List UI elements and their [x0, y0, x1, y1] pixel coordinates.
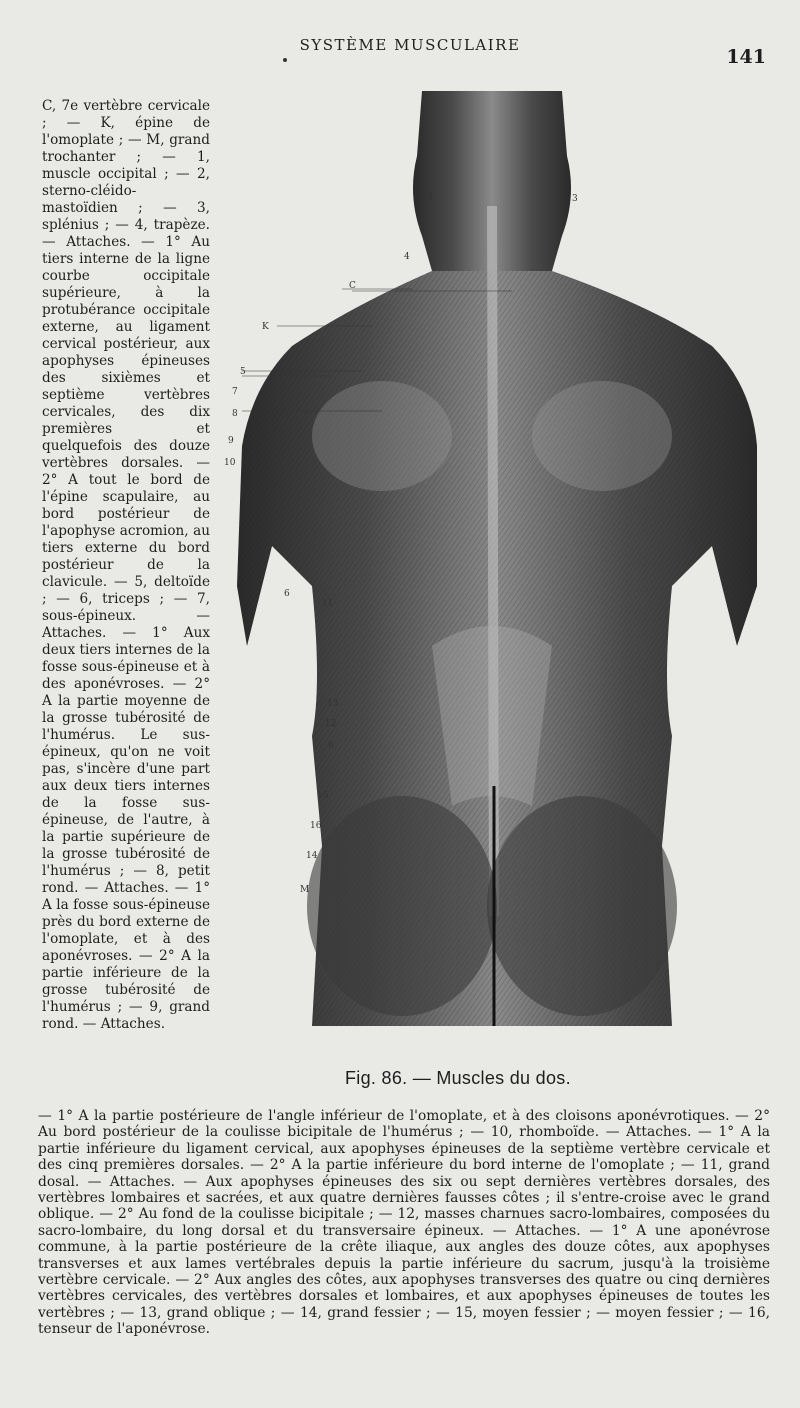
side-paragraph: C, 7e vertèbre cervicale ; — K, épine de l'omoplate ; — M, grand trochanter ; — 1, muscle occipital ; — 2, sterno-cléido-mastoïdien ; — 3, splénius ; — 4, trapèze. — Attaches. — 1° Au tiers interne de la ligne courbe occipitale supérieure, à la protubérance occipitale externe, au ligament cervical postérieur, aux apophyses épineuses des sixièmes et septième vertèbres cervicales, des dix premières et quelquefois des douze vertèbres dorsales. — 2° A tout le bord de l'épine scapulaire, au bord postérieur de l'apophyse acromion, au tiers externe du bord postérieur de la clavicule. — 5, deltoïde ; — 6, triceps ; — 7, sous-épineux. — Attaches. — 1° Aux deux tiers internes de la fosse sous-épineuse et à des aponévroses. — 2° A la partie moyenne de la grosse tubérosité de l'humérus. Le sus-épineux, qu'on ne voit pas, s'incère d'une part aux deux tiers internes de la fosse sus-épineuse, de l'autre, à la partie supérieure de la grosse tubérosité de l'humérus ; — 8, petit rond. — Attaches. — 1° A la fosse sous-épineuse près du bord externe de l'omoplate, et à des aponévroses. — 2° A la partie inférieure de la grosse tubérosité de l'humérus ; — 9, grand rond. — Attaches.	[42, 98, 210, 1032]
fig-label: 3	[572, 194, 578, 204]
fig-label: 12	[325, 719, 337, 729]
fig-label: M	[300, 885, 310, 895]
figure-caption: Fig. 86. — Muscles du dos.	[345, 1068, 571, 1088]
page-number: 141	[726, 46, 766, 68]
fig-label: 7	[232, 387, 238, 397]
fig-label: 5	[240, 367, 246, 377]
fig-label: 6	[284, 589, 290, 599]
fig-label: 10	[224, 458, 236, 468]
side-column-text	[42, 98, 210, 1033]
fig-label: 13	[327, 699, 339, 709]
fig-label: 9	[228, 436, 234, 446]
fig-label: 14	[306, 851, 318, 861]
ink-dot	[283, 58, 287, 62]
left-gluteus	[307, 796, 497, 1016]
fig-label: 16	[310, 821, 322, 831]
fig-label: K	[262, 322, 269, 332]
fig-label: 6	[328, 741, 334, 751]
right-scapula	[532, 381, 672, 491]
anatomical-figure	[224, 86, 772, 1046]
bottom-paragraph: — 1° A la partie postérieure de l'angle inférieur de l'omoplate, et à des cloisons aponévrotiques. — 2° Au bord postérieur de la coulisse bicipitale de l'humérus ; — 10, rhomboïde. — Attaches. — 1° A la partie inférieure du ligament cervical, aux apophyses épineuses de la septième vertèbre cervicale et des cinq premières dorsales. — 2° A la partie inférieure du bord interne de l'omoplate ; — 11, grand dosal. — Attaches. — Aux apophyses épineuses des six ou sept dernières vertèbres dorsales, des vertèbres lombaires et sacrées, et aux quatre dernières fausses côtes ; il s'entre-croise avec le grand oblique. — 2° Au fond de la coulisse bicipitale ; — 12, masses charnues sacro-lombaires, composées du sacro-lombaire, du long dorsal et du transversaire épineux. — Attaches. — 1° A une aponévrose commune, à la partie postérieure de la crête iliaque, aux angles des douze côtes, aux apophyses transverses et aux lames vertébrales depuis la partie inférieure du sacrum, jusqu'à la troisième vertèbre cervicale. — 2° Aux angles des côtes, aux apophyses transverses des quatre ou cinq dernières vertèbres cervicales, des vertèbres dorsales et lombaires, et aux apophyses épineuses de toutes les vertèbres ; — 13, grand oblique ; — 14, grand fessier ; — 15, moyen fessier ; — moyen fessier ; — 16, tenseur de l'aponévrose.	[38, 1108, 770, 1338]
fig-label: 15	[317, 791, 329, 801]
fig-label: C	[349, 281, 356, 291]
bottom-text-block	[38, 1108, 770, 1338]
fig-label: 4	[404, 252, 410, 262]
fig-label: 2	[427, 193, 433, 203]
left-scapula	[312, 381, 452, 491]
back-muscles-illustration	[224, 86, 772, 1046]
fig-label: 11	[322, 599, 334, 609]
running-title: SYSTÈME MUSCULAIRE	[299, 36, 521, 54]
right-gluteus	[487, 796, 677, 1016]
lumbar-aponeurosis	[432, 626, 552, 806]
fig-label: 8	[232, 409, 238, 419]
